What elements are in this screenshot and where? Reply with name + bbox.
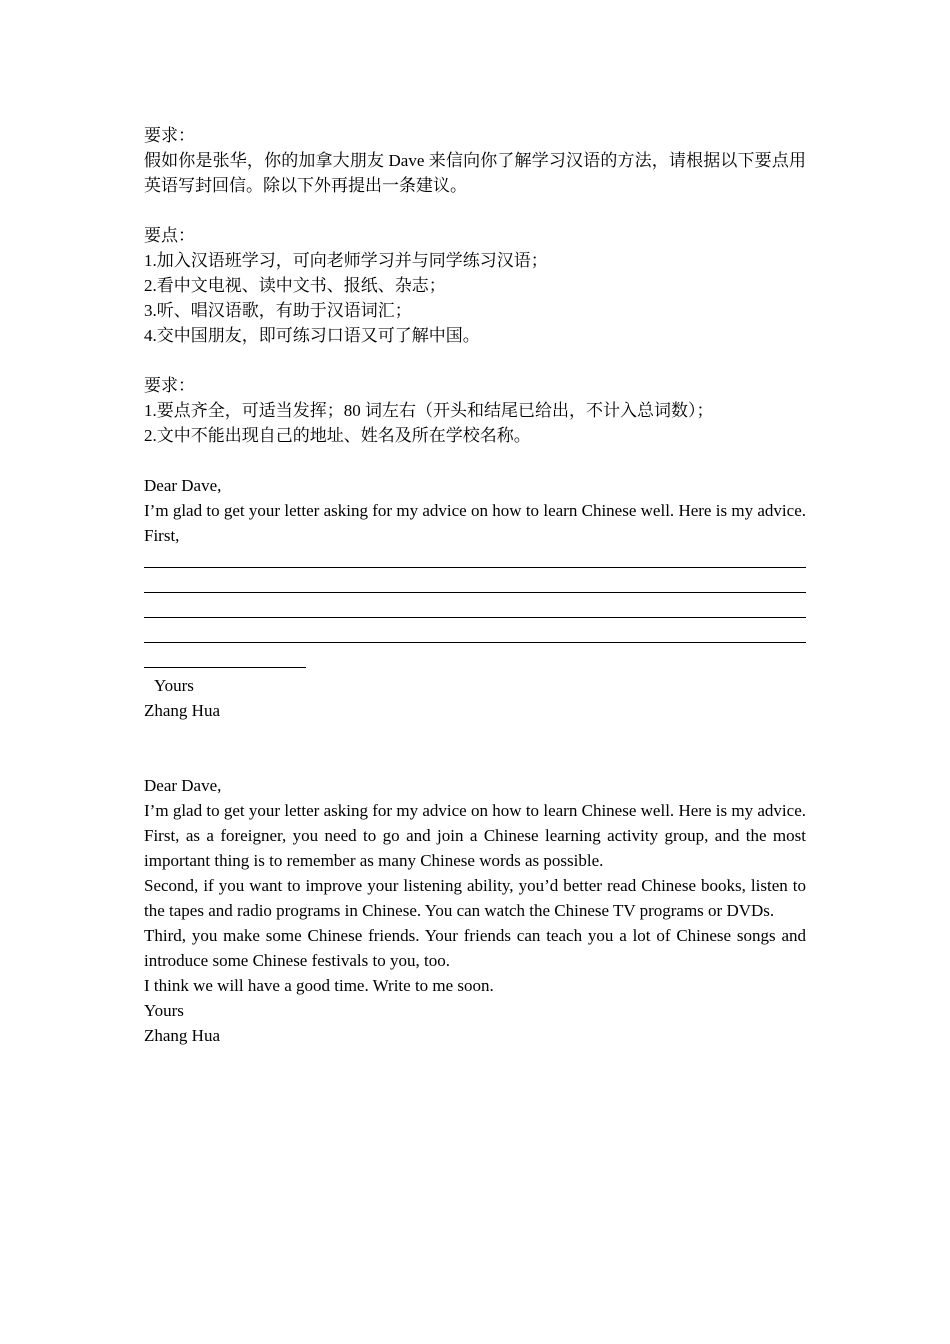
point-item: 2.看中文电视、读中文书、报纸、杂志；	[144, 276, 446, 295]
document-page	[144, 123, 811, 1048]
answer-line	[144, 648, 806, 673]
template-opening: I’m glad to get your letter asking for my advice on how to learn Chinese well. Here is my advice. First,	[144, 501, 811, 545]
sample-closing: Yours	[144, 1001, 184, 1020]
sample-signature: Zhang Hua	[144, 1026, 221, 1045]
spacer	[144, 448, 806, 473]
rule-item: 1.要点齐全，可适当发挥；80 词左右（开头和结尾已给出，不计入总词数）；	[144, 401, 714, 420]
rule-item: 2.文中不能出现自己的地址、姓名及所在学校名称。	[144, 426, 531, 445]
spacer	[144, 348, 806, 373]
rules-heading: 要求：	[144, 376, 195, 395]
sample-paragraph: Third, you make some Chinese friends. Your friends can teach you a lot of Chinese songs and introduce some Chinese festivals to you, too.	[144, 926, 811, 970]
template-closing: Yours	[154, 676, 194, 695]
point-item: 4.交中国朋友，即可练习口语又可了解中国。	[144, 326, 480, 345]
answer-line	[144, 548, 806, 573]
spacer	[144, 723, 806, 773]
sample-paragraph: Second, if you want to improve your listening ability, you’d better read Chinese books, listen to the tapes and radio programs in Chinese. You can watch the Chinese TV programs or DVDs.	[144, 876, 811, 920]
sample-salutation: Dear Dave,	[144, 776, 222, 795]
points-heading: 要点：	[144, 226, 195, 245]
answer-line	[144, 623, 806, 648]
template-signature: Zhang Hua	[144, 701, 221, 720]
requirement-heading: 要求：	[144, 126, 195, 145]
answer-line	[144, 573, 806, 598]
answer-line	[144, 598, 806, 623]
requirement-text: 假如你是张华，你的加拿大朋友 Dave 来信向你了解学习汉语的方法，请根据以下要点用英语写封回信。除以下外再提出一条建议。	[144, 151, 806, 195]
sample-paragraph: I’m glad to get your letter asking for my advice on how to learn Chinese well. Here is my advice. First, as a foreigner, you need to go and join a Chinese learning activity group, and the most important thing is to remember as many Chinese words as possible.	[144, 801, 811, 870]
point-item: 3.听、唱汉语歌，有助于汉语词汇；	[144, 301, 412, 320]
point-item: 1.加入汉语班学习，可向老师学习并与同学练习汉语；	[144, 251, 548, 270]
spacer	[144, 198, 806, 223]
sample-paragraph: I think we will have a good time. Write to me soon.	[144, 976, 494, 995]
template-salutation: Dear Dave,	[144, 476, 222, 495]
